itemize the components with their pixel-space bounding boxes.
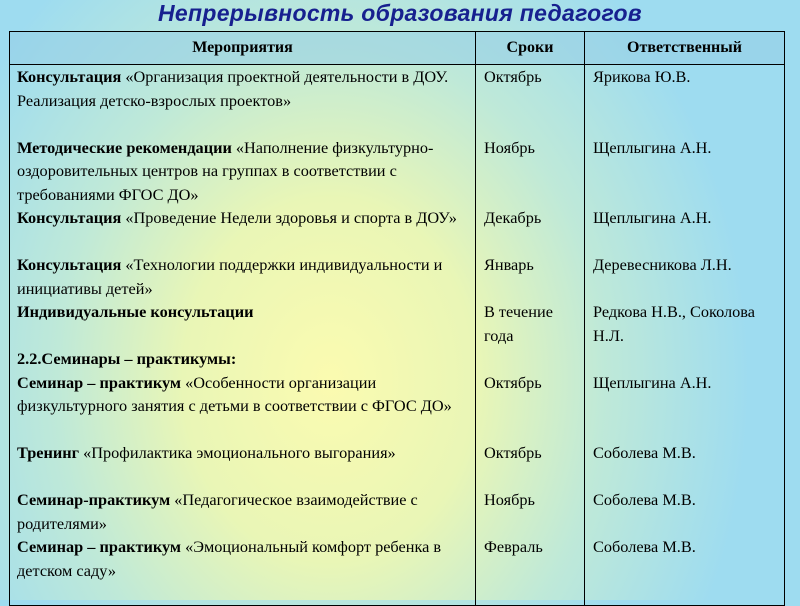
table-row (17, 136, 473, 207)
responsible-cell: Редкова Н.В., Соколова Н.Л. (593, 302, 756, 345)
table-row (17, 441, 473, 488)
date-cell: Декабрь (484, 208, 542, 227)
event-description: «Эмоциональный комфорт ребенка в детском саду» (17, 537, 442, 580)
empty-cell (593, 347, 779, 371)
event-description: «Проведение Недели здоровья и спорта в ДОУ» (121, 208, 457, 227)
event-type: Индивидуальные консультации (17, 302, 254, 321)
table-row (17, 65, 473, 136)
date-cell: Январь (484, 255, 534, 274)
event-description: «Профилактика эмоционального выгорания» (79, 443, 396, 462)
responsible-cell: Щеплыгина А.Н. (593, 372, 712, 392)
event-type: Тренинг (17, 443, 80, 462)
events-table (9, 31, 785, 606)
empty-cell (484, 347, 584, 371)
responsible-cell: Ярикова Ю.В. (593, 67, 691, 86)
date-cell: Февраль (484, 537, 543, 556)
event-type: Консультация (17, 67, 122, 86)
date-cell: Ноябрь (484, 490, 535, 509)
responsible-cell: Щеплыгина А.Н. (593, 137, 712, 157)
event-type: Консультация (17, 255, 122, 274)
table-row (17, 300, 473, 347)
responsible-cell: Соболева М.В. (593, 443, 696, 462)
table-body (10, 65, 784, 605)
dates-column (484, 65, 584, 582)
responsible-cell: Соболева М.В. (593, 537, 696, 556)
event-description: «Наполнение физкультурно-оздоровительных центров на группах в соответствии с требованиями ФГОС ДО» (17, 137, 434, 204)
table-row (17, 206, 473, 253)
date-cell: Октябрь (484, 443, 542, 462)
table-row (17, 488, 473, 535)
date-cell: Ноябрь (484, 137, 535, 157)
event-type: Семинар-практикум (17, 490, 171, 509)
event-description: «Организация проектной деятельности в ДОУ. Реализация детско-взрослых проектов» (17, 67, 449, 110)
date-cell: Октябрь (484, 67, 542, 86)
responsible-column (593, 65, 779, 582)
responsible-cell: Щеплыгина А.Н. (593, 208, 712, 227)
table-row (17, 253, 473, 300)
header-dates: Сроки (506, 39, 554, 56)
date-cell: Октябрь (484, 372, 542, 392)
section-title: 2.2.Семинары – практикумы: (17, 349, 237, 368)
date-cell: В течение года (484, 302, 553, 345)
events-column (17, 65, 473, 582)
event-type: Методические рекомендации (17, 137, 232, 157)
responsible-cell: Деревесникова Л.Н. (593, 255, 732, 274)
section-heading (17, 347, 473, 371)
event-description: «Особенности организации физкультурного занятия с детьми в соответствии с ФГОС ДО» (17, 372, 452, 415)
event-type: Семинар – практикум (17, 372, 182, 392)
table-row (17, 371, 473, 442)
header-events: Мероприятия (192, 39, 293, 56)
table-row (17, 535, 473, 582)
event-type: Семинар – практикум (17, 537, 182, 556)
event-description: «Технологии поддержки индивидуальности и инициативы детей» (17, 255, 443, 298)
responsible-cell: Соболева М.В. (593, 490, 696, 509)
table-header (10, 32, 784, 65)
page-title: Непрерывность образования педагогов (158, 0, 642, 26)
event-type: Консультация (17, 208, 122, 227)
event-description: «Педагогическое взаимодействие с родителями» (17, 490, 418, 533)
header-responsible: Ответственный (627, 39, 742, 56)
